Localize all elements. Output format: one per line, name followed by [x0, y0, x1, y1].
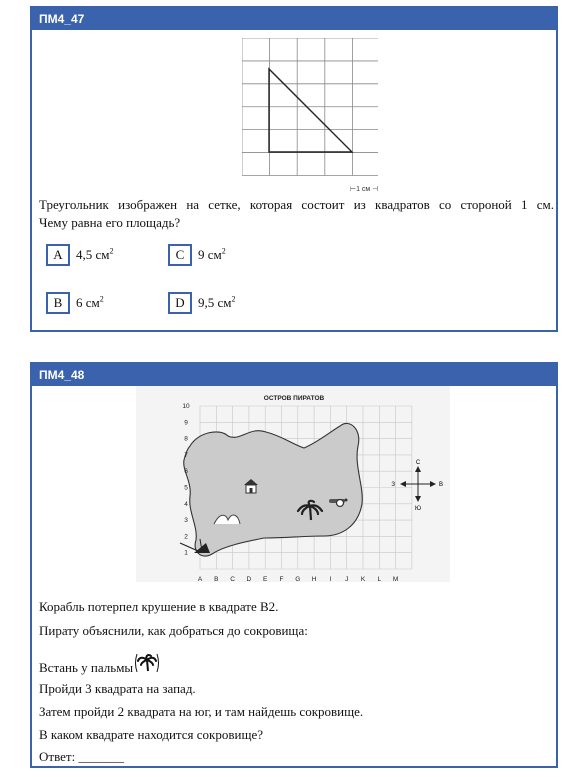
compass-icon: [391, 460, 443, 512]
y-axis-label: 2: [184, 533, 188, 541]
x-axis-label: H: [311, 576, 317, 582]
x-axis-label: E: [263, 576, 268, 582]
x-axis-label: M: [392, 576, 399, 582]
answer-option-b[interactable]: B 6 $см^2$: [46, 292, 104, 314]
story-line-2: Пирату объяснили, как добраться до сокровища:: [39, 623, 308, 638]
story-line-3: [39, 652, 160, 677]
option-letter: B: [46, 292, 70, 314]
option-value: 4,5 см: [76, 247, 110, 262]
option-letter: C: [168, 244, 192, 266]
x-axis-label: A: [197, 576, 203, 582]
y-axis-label: 10: [182, 403, 190, 410]
compass-east: В: [439, 482, 444, 488]
answer-option-c[interactable]: C 9 $см^2$: [168, 244, 226, 266]
x-axis-label: I: [329, 576, 332, 582]
y-axis-label: 7: [184, 451, 188, 459]
option-value: 6 см: [76, 295, 100, 310]
story-line-6: В каком квадрате находится сокровище?: [39, 727, 263, 742]
y-axis-label: 4: [184, 500, 188, 508]
x-axis-label: C: [230, 576, 235, 582]
compass-west: З: [391, 482, 395, 488]
pirate-island-map: [136, 386, 450, 582]
x-axis-label: F: [279, 576, 284, 582]
answer-option-d[interactable]: D 9,5 $см^2$: [168, 292, 236, 314]
question-text-line2: Чему равна его площадь?: [39, 215, 181, 230]
triangle-shape: [269, 69, 352, 152]
y-axis-label: 1: [184, 549, 188, 557]
y-axis-label: 8: [184, 435, 188, 443]
option-letter: D: [168, 292, 192, 314]
y-axis-label: 9: [184, 419, 188, 427]
x-axis-label: G: [295, 576, 301, 582]
x-axis-label: D: [246, 576, 252, 582]
y-axis-label: 5: [184, 484, 188, 492]
answer-option-a[interactable]: A 4,5 $см^2$: [46, 244, 114, 266]
triangle-grid-figure: [242, 38, 378, 198]
task-id-header: ПМ4_47: [32, 8, 556, 30]
map-title: ОСТРОВ ПИРАТОВ: [263, 395, 325, 402]
task-id-header: ПМ4_48: [32, 364, 556, 386]
palm-icon: [134, 652, 160, 674]
answer-field[interactable]: Ответ: _______: [39, 749, 124, 764]
x-axis-label: B: [214, 576, 219, 582]
scale-label: ⊢1 см ⊣: [350, 186, 378, 193]
task-card-47: [30, 6, 558, 332]
question-text-line1: Треугольник изображен на сетке, которая состоит из квадратов со стороной 1 см.: [39, 197, 554, 212]
y-axis-label: 6: [184, 468, 188, 476]
option-value: 9 см: [198, 247, 222, 262]
story-line-1: Корабль потерпел крушение в квадрате B2.: [39, 599, 279, 614]
x-axis-label: K: [360, 576, 366, 582]
story-line-4: Пройди 3 квадрата на запад.: [39, 681, 196, 696]
x-axis-label: L: [377, 576, 382, 582]
x-axis-label: J: [345, 576, 349, 582]
compass-north: С: [415, 460, 421, 466]
option-letter: A: [46, 244, 70, 266]
story-line-5: Затем пройди 2 квадрата на юг, и там найдешь сокровище.: [39, 704, 364, 719]
stand-at-palm-text: Встань у пальмы: [39, 660, 134, 675]
task-card-48: [30, 362, 558, 768]
option-value: 9,5 см: [198, 295, 232, 310]
y-axis-label: 3: [184, 517, 188, 525]
compass-south: Ю: [414, 506, 422, 512]
